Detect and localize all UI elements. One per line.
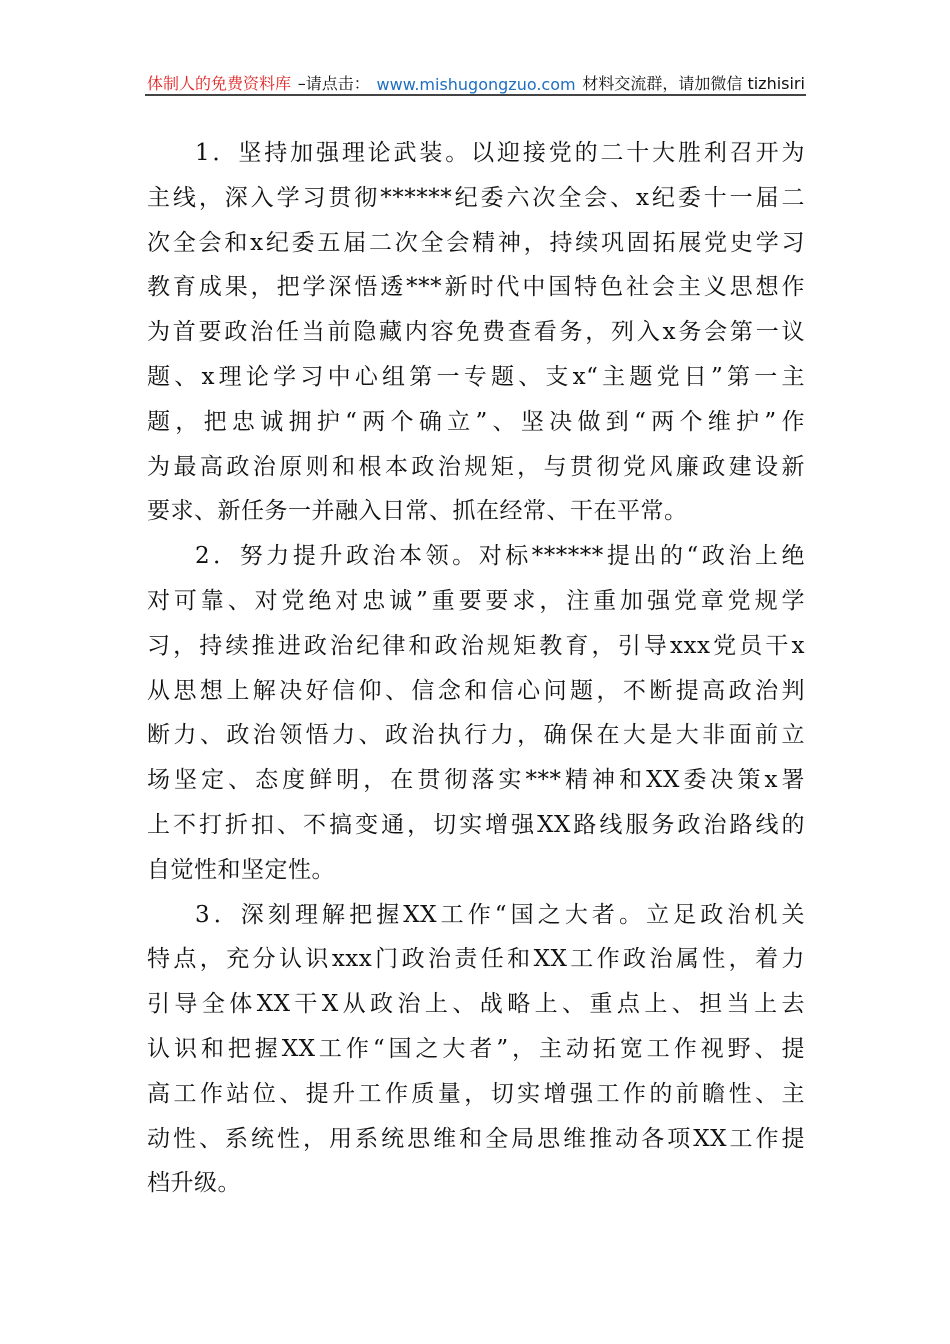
paragraph-line: 从思想上解决好信仰、信念和信心问题，不断提高政治判 bbox=[147, 677, 805, 704]
paragraph-line: 场坚定、态度鲜明，在贯彻落实***精神和XX委决策x署 bbox=[147, 767, 805, 794]
site-name: 体制人的免费资料库 bbox=[147, 74, 292, 93]
document-body bbox=[147, 131, 805, 1206]
paragraph-line: 3．深刻理解把握XX工作“国之大者。立足政治机关 bbox=[195, 901, 805, 928]
paragraph-line: 动性、系统性，用系统思维和全局思维推动各项XX工作提 bbox=[147, 1125, 805, 1152]
header-contact: 材料交流群，请加微信 tizhisiri bbox=[582, 74, 805, 93]
paragraph-line: 自觉性和坚定性。 bbox=[147, 856, 335, 883]
paragraph-line: 2．努力提升政治本领。对标******提出的“政治上绝 bbox=[195, 543, 805, 570]
paragraph-line: 题、x理论学习中心组第一专题、支x“主题党日”第一主 bbox=[147, 363, 805, 390]
paragraph-line: 为最高政治原则和根本政治规矩，与贯彻党风廉政建设新 bbox=[147, 453, 805, 480]
paragraph-line: 习，持续推进政治纪律和政治规矩教育，引导xxx党员干x bbox=[147, 632, 805, 659]
paragraph-line: 断力、政治领悟力、政治执行力，确保在大是大非面前立 bbox=[147, 722, 805, 749]
paragraph-line: 为首要政治任当前隐藏内容免费查看务，列入x务会第一议 bbox=[147, 319, 805, 346]
paragraph-line: 引导全体XX干X从政治上、战略上、重点上、担当上去 bbox=[147, 991, 805, 1018]
page-header bbox=[147, 68, 805, 94]
header-prompt: –请点击： bbox=[297, 74, 370, 93]
paragraph-line: 认识和把握XX工作“国之大者”，主动拓宽工作视野、提 bbox=[147, 1035, 805, 1062]
paragraph-line: 1．坚持加强理论武装。以迎接党的二十大胜利召开为 bbox=[195, 140, 805, 166]
paragraph-line: 特点，充分认识xxx门政治责任和XX工作政治属性，着力 bbox=[147, 946, 805, 973]
paragraph bbox=[147, 131, 805, 534]
paragraph bbox=[147, 534, 805, 892]
header-divider bbox=[145, 94, 806, 96]
paragraph-line: 题，把忠诚拥护“两个确立”、坚决做到“两个维护”作 bbox=[147, 408, 805, 435]
paragraph bbox=[147, 893, 805, 1207]
paragraph-line: 上不打折扣、不搞变通，切实增强XX路线服务政治路线的 bbox=[147, 811, 805, 838]
paragraph-line: 要求、新任务一并融入日常、抓在经常、干在平常。 bbox=[147, 498, 688, 525]
paragraph-line: 主线，深入学习贯彻******纪委六次全会、x纪委十一届二 bbox=[147, 184, 805, 211]
paragraph-line: 对可靠、对党绝对忠诚”重要要求，注重加强党章党规学 bbox=[147, 587, 805, 614]
paragraph-line: 教育成果，把学深悟透***新时代中国特色社会主义思想作 bbox=[147, 274, 805, 301]
site-url-link[interactable]: www.mishugongzuo.com bbox=[376, 75, 576, 94]
paragraph-line: 档升级。 bbox=[147, 1170, 241, 1197]
paragraph-line: 高工作站位、提升工作质量，切实增强工作的前瞻性、主 bbox=[147, 1080, 805, 1107]
paragraph-line: 次全会和x纪委五届二次全会精神，持续巩固拓展党史学习 bbox=[147, 229, 805, 256]
